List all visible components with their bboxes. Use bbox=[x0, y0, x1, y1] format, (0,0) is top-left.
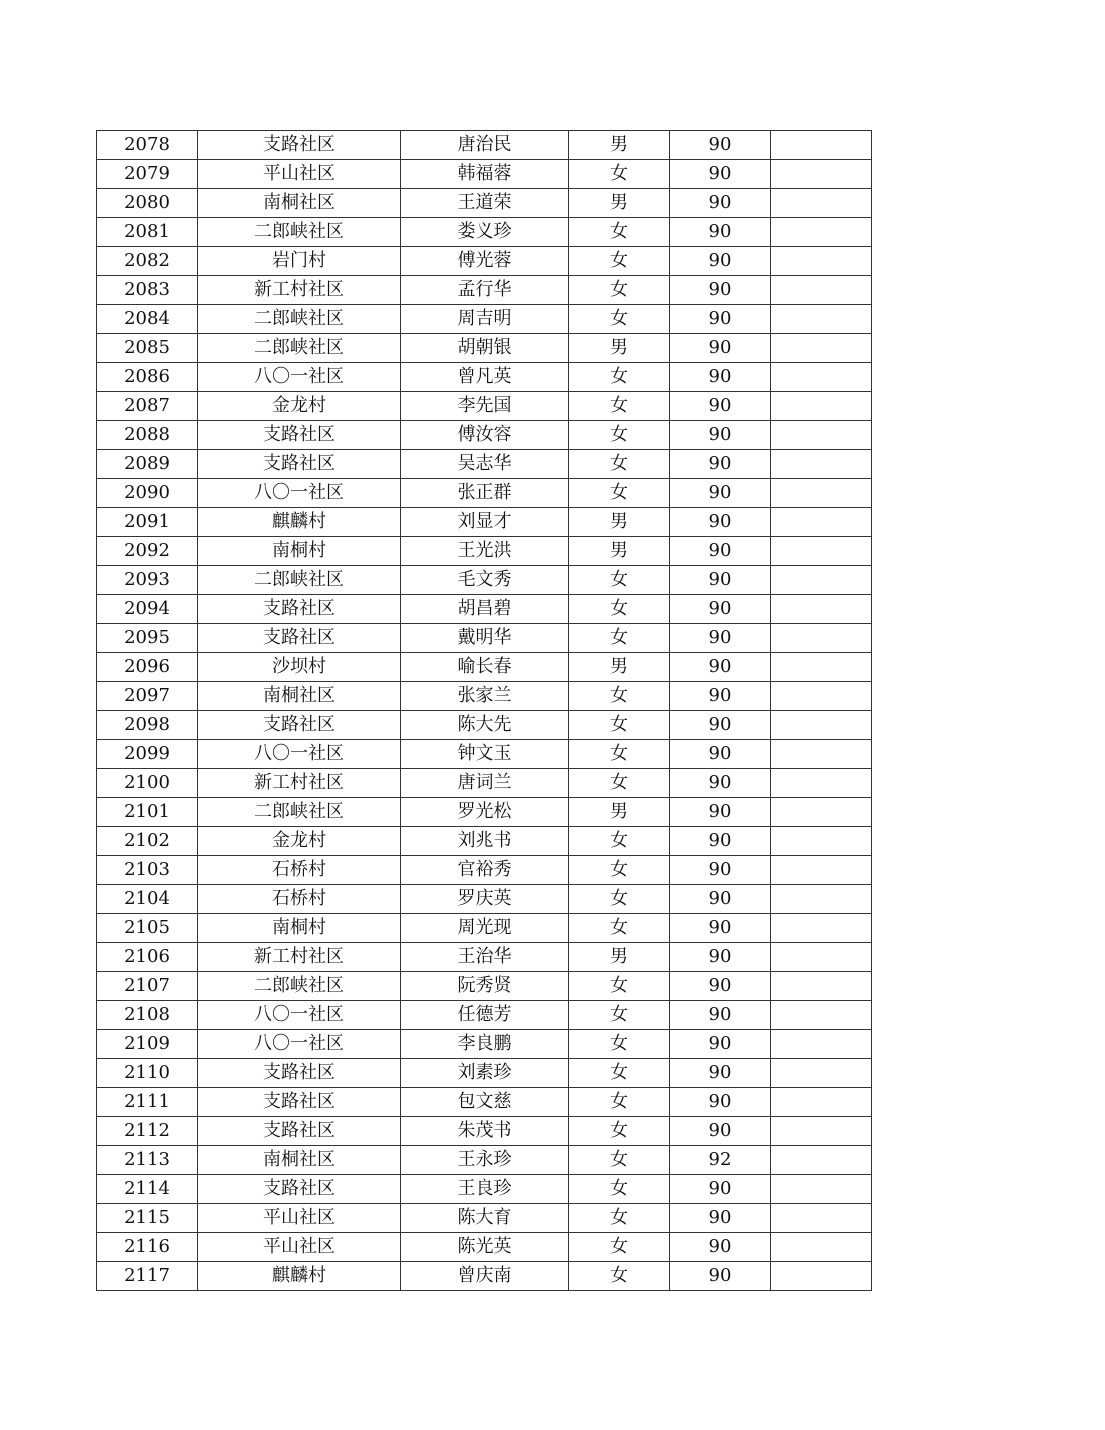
person-name-cell: 李先国 bbox=[401, 392, 569, 421]
note-cell bbox=[771, 595, 872, 624]
row-number-cell: 2109 bbox=[97, 1030, 198, 1059]
age-cell: 90 bbox=[670, 334, 771, 363]
community-cell: 平山社区 bbox=[198, 160, 401, 189]
age-cell: 90 bbox=[670, 885, 771, 914]
person-name-cell: 任德芳 bbox=[401, 1001, 569, 1030]
note-cell bbox=[771, 276, 872, 305]
community-cell: 二郎峡社区 bbox=[198, 972, 401, 1001]
gender-cell: 男 bbox=[569, 943, 670, 972]
age-cell: 90 bbox=[670, 856, 771, 885]
note-cell bbox=[771, 1001, 872, 1030]
note-cell bbox=[771, 1117, 872, 1146]
gender-cell: 女 bbox=[569, 566, 670, 595]
gender-cell: 女 bbox=[569, 595, 670, 624]
person-name-cell: 唐治民 bbox=[401, 131, 569, 160]
table-row bbox=[97, 305, 872, 334]
gender-cell: 女 bbox=[569, 972, 670, 1001]
table-row bbox=[97, 566, 872, 595]
row-number-cell: 2085 bbox=[97, 334, 198, 363]
community-cell: 金龙村 bbox=[198, 827, 401, 856]
community-cell: 支路社区 bbox=[198, 131, 401, 160]
row-number-cell: 2115 bbox=[97, 1204, 198, 1233]
gender-cell: 女 bbox=[569, 450, 670, 479]
person-name-cell: 王道荣 bbox=[401, 189, 569, 218]
table-row bbox=[97, 769, 872, 798]
gender-cell: 女 bbox=[569, 1001, 670, 1030]
person-name-cell: 戴明华 bbox=[401, 624, 569, 653]
person-name-cell: 曾凡英 bbox=[401, 363, 569, 392]
row-number-cell: 2079 bbox=[97, 160, 198, 189]
table-row bbox=[97, 421, 872, 450]
community-cell: 支路社区 bbox=[198, 1175, 401, 1204]
table-row bbox=[97, 1117, 872, 1146]
community-cell: 支路社区 bbox=[198, 1117, 401, 1146]
age-cell: 90 bbox=[670, 624, 771, 653]
community-cell: 支路社区 bbox=[198, 1088, 401, 1117]
person-name-cell: 娄义珍 bbox=[401, 218, 569, 247]
age-cell: 90 bbox=[670, 653, 771, 682]
person-name-cell: 喻长春 bbox=[401, 653, 569, 682]
community-cell: 麒麟村 bbox=[198, 1262, 401, 1291]
table-row bbox=[97, 392, 872, 421]
gender-cell: 男 bbox=[569, 508, 670, 537]
note-cell bbox=[771, 1088, 872, 1117]
row-number-cell: 2098 bbox=[97, 711, 198, 740]
table-row bbox=[97, 131, 872, 160]
row-number-cell: 2108 bbox=[97, 1001, 198, 1030]
note-cell bbox=[771, 1233, 872, 1262]
roster-table-body bbox=[97, 131, 872, 1291]
row-number-cell: 2117 bbox=[97, 1262, 198, 1291]
table-row bbox=[97, 1088, 872, 1117]
community-cell: 支路社区 bbox=[198, 595, 401, 624]
note-cell bbox=[771, 885, 872, 914]
row-number-cell: 2111 bbox=[97, 1088, 198, 1117]
person-name-cell: 李良鹏 bbox=[401, 1030, 569, 1059]
community-cell: 新工村社区 bbox=[198, 769, 401, 798]
note-cell bbox=[771, 363, 872, 392]
person-name-cell: 张正群 bbox=[401, 479, 569, 508]
gender-cell: 男 bbox=[569, 653, 670, 682]
row-number-cell: 2088 bbox=[97, 421, 198, 450]
community-cell: 平山社区 bbox=[198, 1204, 401, 1233]
row-number-cell: 2092 bbox=[97, 537, 198, 566]
age-cell: 90 bbox=[670, 769, 771, 798]
table-row bbox=[97, 479, 872, 508]
age-cell: 90 bbox=[670, 1059, 771, 1088]
row-number-cell: 2112 bbox=[97, 1117, 198, 1146]
row-number-cell: 2096 bbox=[97, 653, 198, 682]
community-cell: 新工村社区 bbox=[198, 276, 401, 305]
person-name-cell: 陈大先 bbox=[401, 711, 569, 740]
row-number-cell: 2113 bbox=[97, 1146, 198, 1175]
age-cell: 90 bbox=[670, 1204, 771, 1233]
table-row bbox=[97, 508, 872, 537]
person-name-cell: 吴志华 bbox=[401, 450, 569, 479]
person-name-cell: 阮秀贤 bbox=[401, 972, 569, 1001]
table-row bbox=[97, 1059, 872, 1088]
row-number-cell: 2100 bbox=[97, 769, 198, 798]
community-cell: 南桐社区 bbox=[198, 1146, 401, 1175]
person-name-cell: 王永珍 bbox=[401, 1146, 569, 1175]
community-cell: 八〇一社区 bbox=[198, 740, 401, 769]
row-number-cell: 2084 bbox=[97, 305, 198, 334]
person-name-cell: 钟文玉 bbox=[401, 740, 569, 769]
row-number-cell: 2089 bbox=[97, 450, 198, 479]
gender-cell: 男 bbox=[569, 189, 670, 218]
row-number-cell: 2106 bbox=[97, 943, 198, 972]
age-cell: 90 bbox=[670, 740, 771, 769]
age-cell: 90 bbox=[670, 972, 771, 1001]
table-row bbox=[97, 1001, 872, 1030]
community-cell: 支路社区 bbox=[198, 711, 401, 740]
community-cell: 石桥村 bbox=[198, 856, 401, 885]
community-cell: 八〇一社区 bbox=[198, 363, 401, 392]
community-cell: 南桐村 bbox=[198, 537, 401, 566]
row-number-cell: 2116 bbox=[97, 1233, 198, 1262]
gender-cell: 女 bbox=[569, 305, 670, 334]
community-cell: 二郎峡社区 bbox=[198, 798, 401, 827]
gender-cell: 男 bbox=[569, 131, 670, 160]
community-cell: 八〇一社区 bbox=[198, 479, 401, 508]
person-name-cell: 周光现 bbox=[401, 914, 569, 943]
person-name-cell: 陈光英 bbox=[401, 1233, 569, 1262]
community-cell: 麒麟村 bbox=[198, 508, 401, 537]
note-cell bbox=[771, 334, 872, 363]
gender-cell: 女 bbox=[569, 218, 670, 247]
gender-cell: 女 bbox=[569, 711, 670, 740]
age-cell: 90 bbox=[670, 943, 771, 972]
person-name-cell: 刘兆书 bbox=[401, 827, 569, 856]
gender-cell: 女 bbox=[569, 856, 670, 885]
gender-cell: 女 bbox=[569, 827, 670, 856]
age-cell: 90 bbox=[670, 247, 771, 276]
table-row bbox=[97, 1204, 872, 1233]
gender-cell: 女 bbox=[569, 160, 670, 189]
row-number-cell: 2083 bbox=[97, 276, 198, 305]
table-row bbox=[97, 1175, 872, 1204]
gender-cell: 女 bbox=[569, 1030, 670, 1059]
table-row bbox=[97, 624, 872, 653]
gender-cell: 女 bbox=[569, 1233, 670, 1262]
gender-cell: 女 bbox=[569, 276, 670, 305]
gender-cell: 女 bbox=[569, 1262, 670, 1291]
person-name-cell: 胡朝银 bbox=[401, 334, 569, 363]
gender-cell: 女 bbox=[569, 1117, 670, 1146]
gender-cell: 女 bbox=[569, 1204, 670, 1233]
age-cell: 90 bbox=[670, 1117, 771, 1146]
community-cell: 岩门村 bbox=[198, 247, 401, 276]
age-cell: 90 bbox=[670, 508, 771, 537]
age-cell: 90 bbox=[670, 131, 771, 160]
note-cell bbox=[771, 711, 872, 740]
table-row bbox=[97, 856, 872, 885]
person-name-cell: 曾庆南 bbox=[401, 1262, 569, 1291]
note-cell bbox=[771, 218, 872, 247]
gender-cell: 女 bbox=[569, 363, 670, 392]
gender-cell: 女 bbox=[569, 479, 670, 508]
table-row bbox=[97, 653, 872, 682]
age-cell: 90 bbox=[670, 595, 771, 624]
note-cell bbox=[771, 479, 872, 508]
note-cell bbox=[771, 653, 872, 682]
note-cell bbox=[771, 1030, 872, 1059]
note-cell bbox=[771, 131, 872, 160]
age-cell: 90 bbox=[670, 450, 771, 479]
person-name-cell: 毛文秀 bbox=[401, 566, 569, 595]
note-cell bbox=[771, 856, 872, 885]
person-name-cell: 罗光松 bbox=[401, 798, 569, 827]
age-cell: 90 bbox=[670, 305, 771, 334]
gender-cell: 女 bbox=[569, 1146, 670, 1175]
age-cell: 92 bbox=[670, 1146, 771, 1175]
age-cell: 90 bbox=[670, 392, 771, 421]
gender-cell: 女 bbox=[569, 1088, 670, 1117]
gender-cell: 女 bbox=[569, 914, 670, 943]
community-cell: 支路社区 bbox=[198, 421, 401, 450]
table-row bbox=[97, 595, 872, 624]
note-cell bbox=[771, 189, 872, 218]
table-row bbox=[97, 334, 872, 363]
note-cell bbox=[771, 1146, 872, 1175]
note-cell bbox=[771, 798, 872, 827]
person-name-cell: 朱茂书 bbox=[401, 1117, 569, 1146]
row-number-cell: 2101 bbox=[97, 798, 198, 827]
community-cell: 二郎峡社区 bbox=[198, 566, 401, 595]
person-name-cell: 罗庆英 bbox=[401, 885, 569, 914]
age-cell: 90 bbox=[670, 1088, 771, 1117]
community-cell: 二郎峡社区 bbox=[198, 334, 401, 363]
table-row bbox=[97, 827, 872, 856]
row-number-cell: 2095 bbox=[97, 624, 198, 653]
row-number-cell: 2104 bbox=[97, 885, 198, 914]
row-number-cell: 2080 bbox=[97, 189, 198, 218]
table-row bbox=[97, 160, 872, 189]
gender-cell: 女 bbox=[569, 1175, 670, 1204]
row-number-cell: 2099 bbox=[97, 740, 198, 769]
community-cell: 南桐社区 bbox=[198, 682, 401, 711]
table-row bbox=[97, 247, 872, 276]
age-cell: 90 bbox=[670, 1262, 771, 1291]
community-cell: 南桐村 bbox=[198, 914, 401, 943]
row-number-cell: 2093 bbox=[97, 566, 198, 595]
age-cell: 90 bbox=[670, 682, 771, 711]
table-row bbox=[97, 218, 872, 247]
person-name-cell: 唐词兰 bbox=[401, 769, 569, 798]
community-cell: 金龙村 bbox=[198, 392, 401, 421]
table-row bbox=[97, 276, 872, 305]
community-cell: 支路社区 bbox=[198, 450, 401, 479]
note-cell bbox=[771, 943, 872, 972]
community-cell: 南桐社区 bbox=[198, 189, 401, 218]
note-cell bbox=[771, 421, 872, 450]
table-row bbox=[97, 740, 872, 769]
table-row bbox=[97, 711, 872, 740]
note-cell bbox=[771, 566, 872, 595]
gender-cell: 女 bbox=[569, 769, 670, 798]
row-number-cell: 2082 bbox=[97, 247, 198, 276]
row-number-cell: 2107 bbox=[97, 972, 198, 1001]
table-row bbox=[97, 537, 872, 566]
person-name-cell: 刘显才 bbox=[401, 508, 569, 537]
person-name-cell: 傅光蓉 bbox=[401, 247, 569, 276]
row-number-cell: 2102 bbox=[97, 827, 198, 856]
age-cell: 90 bbox=[670, 827, 771, 856]
community-cell: 平山社区 bbox=[198, 1233, 401, 1262]
gender-cell: 女 bbox=[569, 247, 670, 276]
table-row bbox=[97, 943, 872, 972]
person-name-cell: 孟行华 bbox=[401, 276, 569, 305]
person-name-cell: 王良珍 bbox=[401, 1175, 569, 1204]
gender-cell: 男 bbox=[569, 798, 670, 827]
table-row bbox=[97, 972, 872, 1001]
community-cell: 支路社区 bbox=[198, 1059, 401, 1088]
community-cell: 沙坝村 bbox=[198, 653, 401, 682]
note-cell bbox=[771, 392, 872, 421]
age-cell: 90 bbox=[670, 189, 771, 218]
age-cell: 90 bbox=[670, 1233, 771, 1262]
row-number-cell: 2103 bbox=[97, 856, 198, 885]
gender-cell: 男 bbox=[569, 537, 670, 566]
row-number-cell: 2090 bbox=[97, 479, 198, 508]
community-cell: 支路社区 bbox=[198, 624, 401, 653]
table-row bbox=[97, 1233, 872, 1262]
note-cell bbox=[771, 914, 872, 943]
note-cell bbox=[771, 1175, 872, 1204]
age-cell: 90 bbox=[670, 160, 771, 189]
community-cell: 石桥村 bbox=[198, 885, 401, 914]
community-cell: 新工村社区 bbox=[198, 943, 401, 972]
table-row bbox=[97, 885, 872, 914]
row-number-cell: 2105 bbox=[97, 914, 198, 943]
table-row bbox=[97, 682, 872, 711]
age-cell: 90 bbox=[670, 798, 771, 827]
person-name-cell: 韩福蓉 bbox=[401, 160, 569, 189]
note-cell bbox=[771, 1059, 872, 1088]
age-cell: 90 bbox=[670, 1030, 771, 1059]
age-cell: 90 bbox=[670, 218, 771, 247]
note-cell bbox=[771, 160, 872, 189]
age-cell: 90 bbox=[670, 276, 771, 305]
note-cell bbox=[771, 450, 872, 479]
age-cell: 90 bbox=[670, 479, 771, 508]
roster-table bbox=[96, 130, 872, 1291]
table-row bbox=[97, 450, 872, 479]
note-cell bbox=[771, 769, 872, 798]
table-row bbox=[97, 1030, 872, 1059]
row-number-cell: 2110 bbox=[97, 1059, 198, 1088]
person-name-cell: 包文慈 bbox=[401, 1088, 569, 1117]
age-cell: 90 bbox=[670, 537, 771, 566]
row-number-cell: 2091 bbox=[97, 508, 198, 537]
person-name-cell: 官裕秀 bbox=[401, 856, 569, 885]
person-name-cell: 王治华 bbox=[401, 943, 569, 972]
table-row bbox=[97, 189, 872, 218]
row-number-cell: 2114 bbox=[97, 1175, 198, 1204]
note-cell bbox=[771, 1204, 872, 1233]
person-name-cell: 胡昌碧 bbox=[401, 595, 569, 624]
note-cell bbox=[771, 972, 872, 1001]
person-name-cell: 傅汝容 bbox=[401, 421, 569, 450]
row-number-cell: 2094 bbox=[97, 595, 198, 624]
table-row bbox=[97, 798, 872, 827]
gender-cell: 女 bbox=[569, 624, 670, 653]
gender-cell: 女 bbox=[569, 740, 670, 769]
note-cell bbox=[771, 1262, 872, 1291]
age-cell: 90 bbox=[670, 421, 771, 450]
row-number-cell: 2097 bbox=[97, 682, 198, 711]
gender-cell: 女 bbox=[569, 1059, 670, 1088]
note-cell bbox=[771, 537, 872, 566]
note-cell bbox=[771, 682, 872, 711]
community-cell: 二郎峡社区 bbox=[198, 305, 401, 334]
community-cell: 八〇一社区 bbox=[198, 1001, 401, 1030]
note-cell bbox=[771, 247, 872, 276]
gender-cell: 女 bbox=[569, 392, 670, 421]
table-row bbox=[97, 363, 872, 392]
table-row bbox=[97, 914, 872, 943]
person-name-cell: 张家兰 bbox=[401, 682, 569, 711]
row-number-cell: 2086 bbox=[97, 363, 198, 392]
row-number-cell: 2081 bbox=[97, 218, 198, 247]
row-number-cell: 2078 bbox=[97, 131, 198, 160]
gender-cell: 男 bbox=[569, 334, 670, 363]
age-cell: 90 bbox=[670, 1175, 771, 1204]
gender-cell: 女 bbox=[569, 682, 670, 711]
gender-cell: 女 bbox=[569, 421, 670, 450]
row-number-cell: 2087 bbox=[97, 392, 198, 421]
table-row bbox=[97, 1262, 872, 1291]
note-cell bbox=[771, 305, 872, 334]
community-cell: 二郎峡社区 bbox=[198, 218, 401, 247]
age-cell: 90 bbox=[670, 566, 771, 595]
note-cell bbox=[771, 827, 872, 856]
person-name-cell: 陈大育 bbox=[401, 1204, 569, 1233]
age-cell: 90 bbox=[670, 363, 771, 392]
age-cell: 90 bbox=[670, 711, 771, 740]
note-cell bbox=[771, 508, 872, 537]
note-cell bbox=[771, 624, 872, 653]
person-name-cell: 王光洪 bbox=[401, 537, 569, 566]
person-name-cell: 周吉明 bbox=[401, 305, 569, 334]
gender-cell: 女 bbox=[569, 885, 670, 914]
table-row bbox=[97, 1146, 872, 1175]
person-name-cell: 刘素珍 bbox=[401, 1059, 569, 1088]
age-cell: 90 bbox=[670, 1001, 771, 1030]
community-cell: 八〇一社区 bbox=[198, 1030, 401, 1059]
age-cell: 90 bbox=[670, 914, 771, 943]
note-cell bbox=[771, 740, 872, 769]
